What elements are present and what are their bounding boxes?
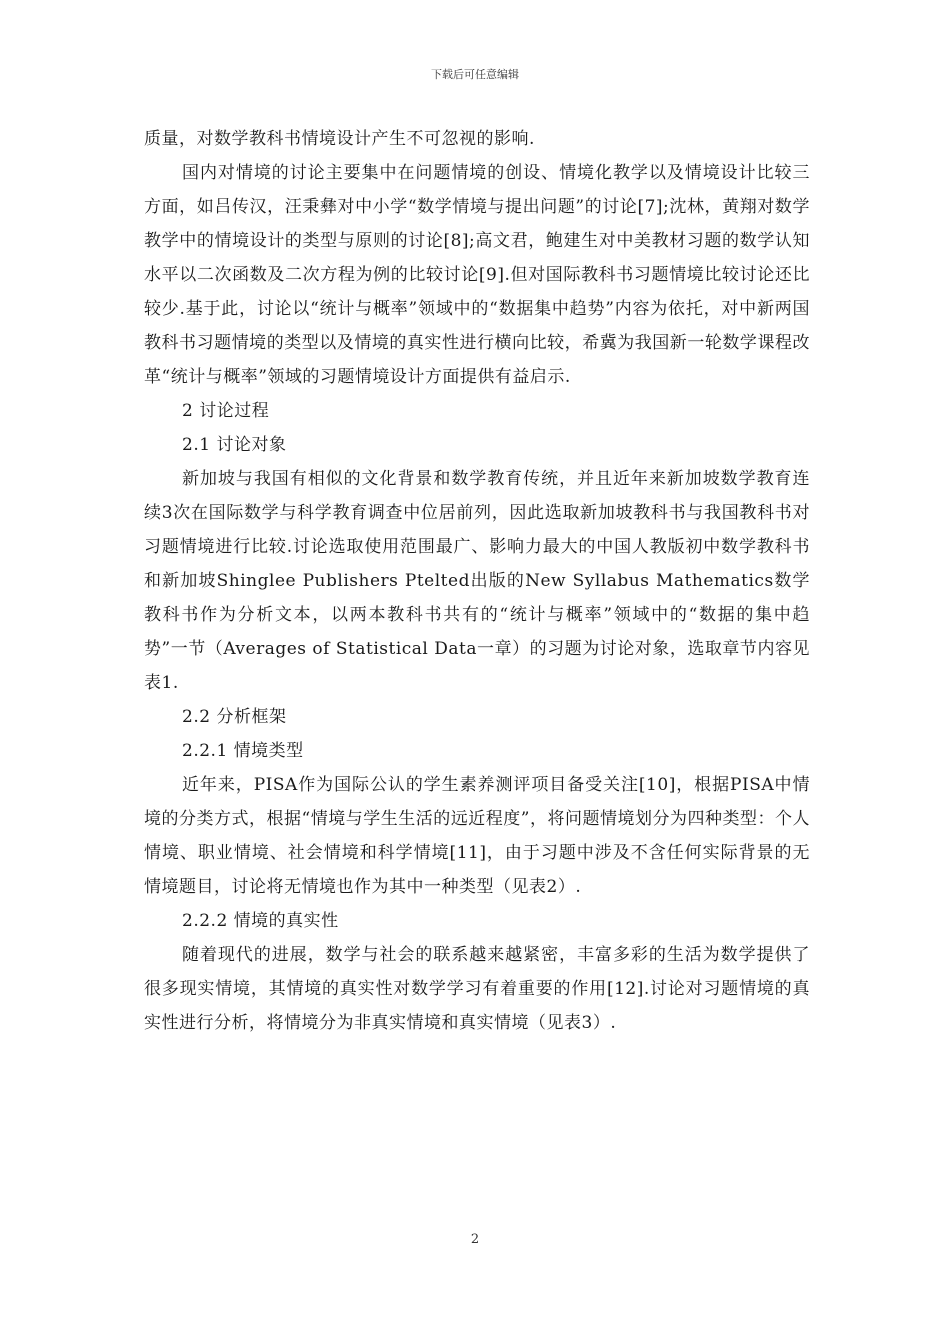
page-header: 下载后可任意编辑 [431,68,519,81]
section-heading-2-2: 2.2 分析框架 [182,707,287,727]
page-number: 2 [470,1232,480,1247]
section-heading-2-1: 2.1 讨论对象 [182,435,287,455]
paragraph-continuation: 质量，对数学教科书情境设计产生不可忽视的影响. [144,129,535,149]
paragraph-context-types: 近年来，PISA作为国际公认的学生素养测评项目备受关注[10]，根据PISA中情境的分类方式，根据“情境与学生生活的远近程度”，将问题情境划分为四种类型：个人情境、职业情境、社会情境和科学情境[11]，由于习题中涉及不含任何实际背景的无情境题目，讨论将无情境也作为其中一种类型（见表2）. [144,775,810,897]
paragraph-background: 国内对情境的讨论主要集中在问题情境的创设、情境化教学以及情境设计比较三方面，如吕传汉，汪秉彝对中小学“数学情境与提出问题”的讨论[7];沈林，黄翔对数学教学中的情境设计的类型与原则的讨论[8];高文君，鲍建生对中美教材习题的数学认知水平以二次函数及二次方程为例的比较讨论[9].但对国际教科书习题情境比较讨论还比较少.基于此，讨论以“统计与概率”领域中的“数据集中趋势”内容为依托，对中新两国教科书习题情境的类型以及情境的真实性进行横向比较，希冀为我国新一轮数学课程改革“统计与概率”领域的习题情境设计方面提供有益启示. [144,163,810,387]
section-heading-2: 2 讨论过程 [182,401,270,421]
paragraph-authenticity: 随着现代的进展，数学与社会的联系越来越紧密，丰富多彩的生活为数学提供了很多现实情境，其情境的真实性对数学学习有着重要的作用[12].讨论对习题情境的真实性进行分析，将情境分为非真实情境和真实情境（见表3）. [144,945,810,1033]
document-body [144,122,810,1040]
section-heading-2-2-2: 2.2.2 情境的真实性 [182,911,339,931]
paragraph-research-object: 新加坡与我国有相似的文化背景和数学教育传统，并且近年来新加坡数学教育连续3次在国际数学与科学教育调查中位居前列，因此选取新加坡教科书与我国教科书对习题情境进行比较.讨论选取使用范围最广、影响力最大的中国人教版初中数学教科书和新加坡Shinglee Publishers Ptelted出版的New Syllabus Mathematics数学教科书作为分析文本，以两本教科书共有的“统计与概率”领域中的“数据的集中趋势”一节（Averages of Statistical Data一章）的习题为讨论对象，选取章节内容见表1. [144,469,810,693]
section-heading-2-2-1: 2.2.1 情境类型 [182,741,304,761]
